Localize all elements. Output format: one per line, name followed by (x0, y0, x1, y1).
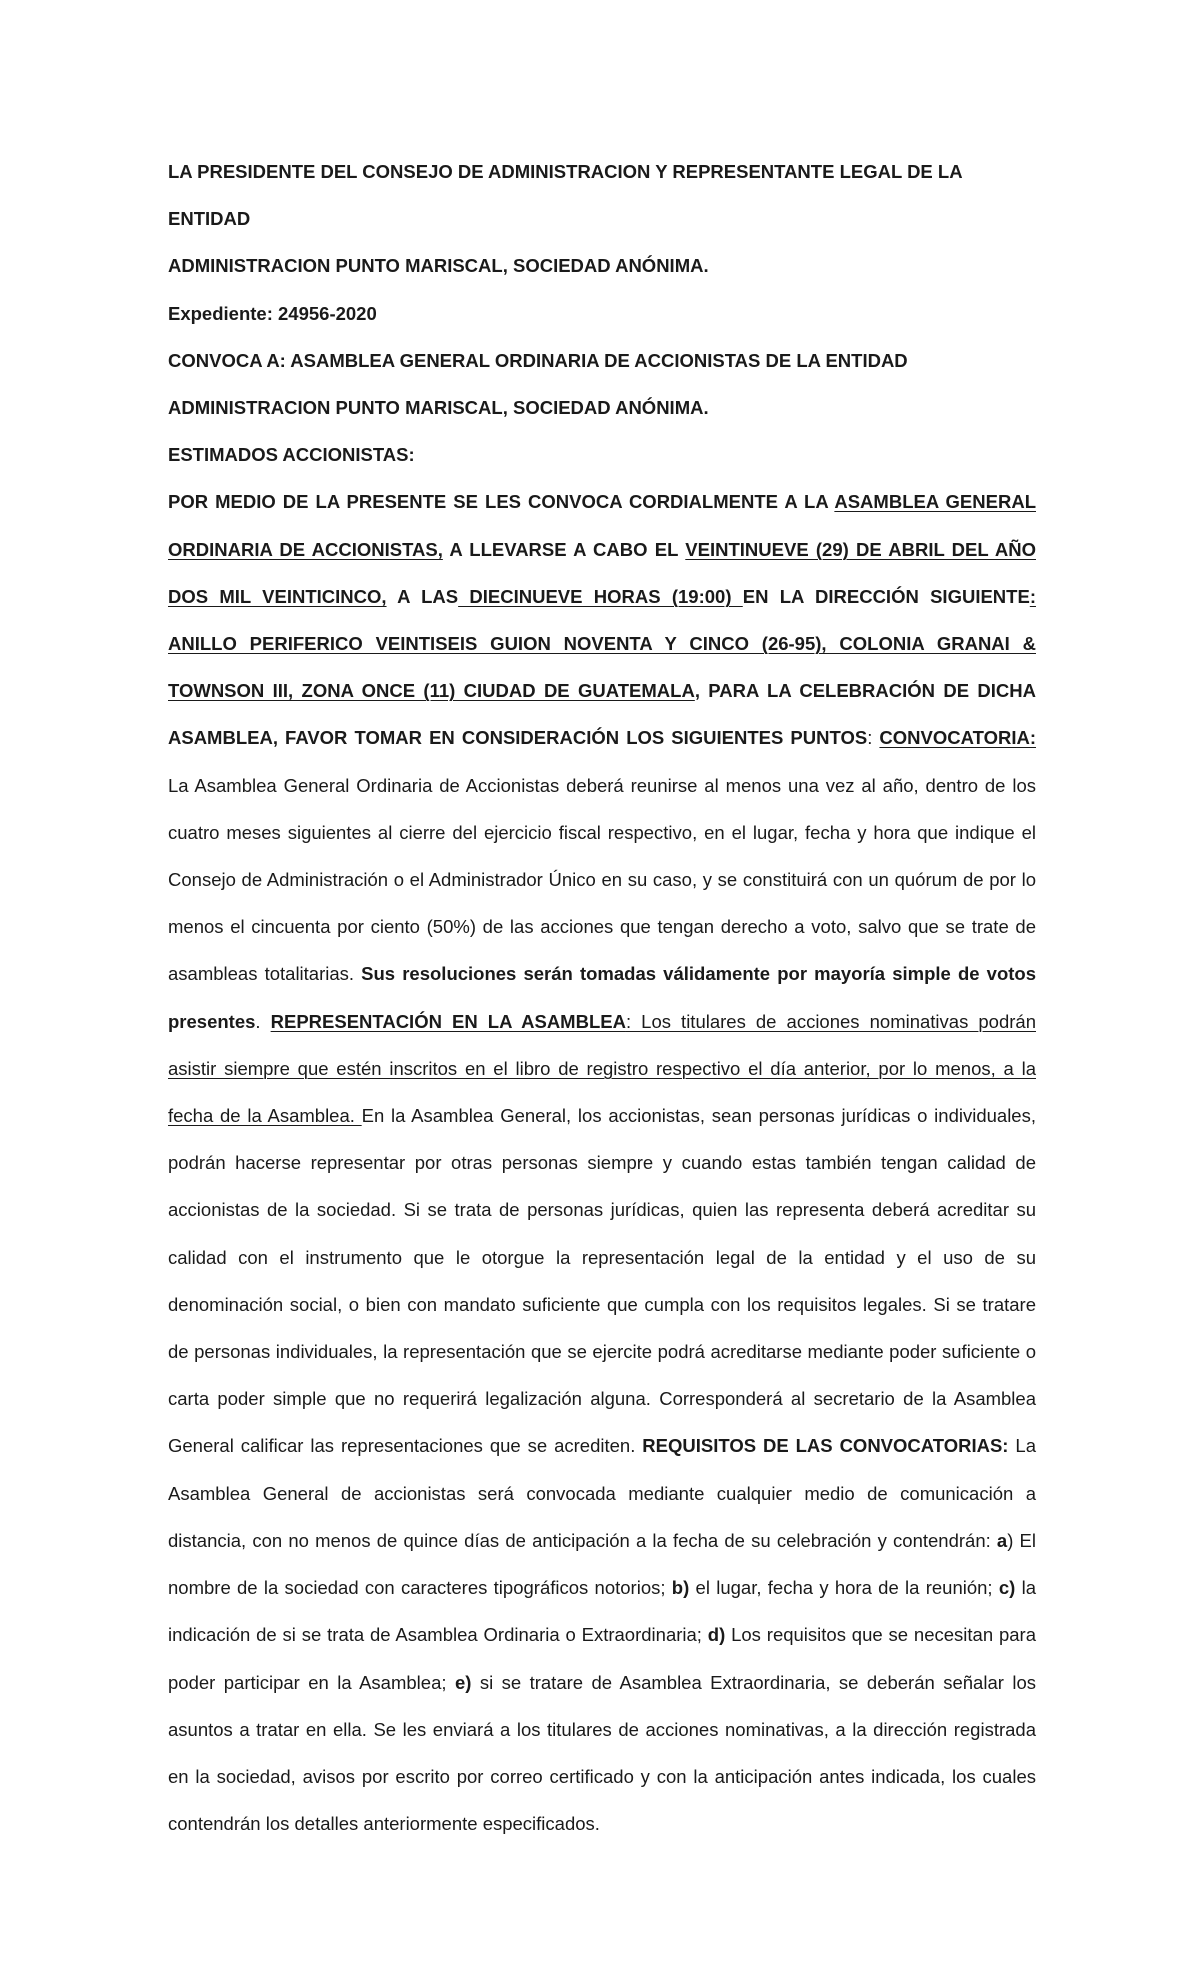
body-text: la indicación de si se trata de Asamblea Ordinaria o Extraordinaria; (168, 1577, 1036, 1646)
body-bold-underline: : ANILLO PERIFERICO VEINTISEIS GUION NOVENTA Y CINCO (26-95), COLONIA GRANAI & TOWNSON III, ZONA ONCE (11) CIUDAD DE GUATEMALA (168, 585, 1036, 702)
convoca-line-2 (168, 384, 1036, 431)
convoca-text: ADMINISTRACION PUNTO MARISCAL, SOCIEDAD ANÓNIMA. (168, 397, 709, 419)
body-underline: : Los titulares de acciones nominativas podrán asistir siempre que estén inscritos en el libro de registro respectivo el día anterior, por lo menos, a la fecha de la Asamblea. (168, 1010, 1036, 1127)
body-bold: d) (707, 1624, 726, 1646)
body-text: En la Asamblea General, los accionistas, sean personas jurídicas o individuales, podrán hacerse representar por otras personas siempre y cuando estas también tengan calidad de accionistas de la sociedad. Si se trata de personas jurídicas, quien las representa deberá acreditar su calidad con el instrumento que le otorgue la representación legal de la entidad y el uso de su denominación social, o bien con mandato suficiente que cumpla con los requisitos legales. Si se tratare de personas individuales, la representación que se ejercite podrá acreditarse mediante poder suficiente o carta poder simple que no requerirá legalización alguna. Corresponderá al secretario de la Asamblea General calificar las representaciones que se acrediten. (168, 1105, 1036, 1457)
body-bold-underline: REPRESENTACIÓN EN LA ASAMBLEA (270, 1010, 626, 1032)
body-bold: a (996, 1529, 1008, 1551)
body-bold: , PARA LA CELEBRACIÓN DE DICHA ASAMBLEA, FAVOR TOMAR EN CONSIDERACIÓN LOS SIGUIENTES PUNTOS (168, 680, 1037, 749)
body-bold-underline: ASAMBLEA GENERAL ORDINARIA DE ACCIONISTAS, (168, 491, 1036, 560)
heading-line-1 (168, 148, 1036, 242)
body-bold-underline: DIECINUEVE HORAS (19:00) (458, 585, 743, 607)
body-bold-underline: CONVOCATORIA: (879, 727, 1036, 749)
body-bold: A LLEVARSE A CABO EL (442, 538, 686, 560)
body-bold: c) (998, 1577, 1016, 1599)
convoca-line-1 (168, 337, 1036, 384)
body-bold: A LAS (386, 585, 459, 607)
body-bold: EN LA DIRECCIÓN SIGUIENTE (742, 585, 1030, 607)
expediente-line (168, 290, 1036, 337)
saludo-line (168, 431, 1036, 478)
heading-line-2 (168, 242, 1036, 289)
saludo-text: ESTIMADOS ACCIONISTAS: (168, 444, 415, 466)
body-paragraph (168, 478, 1036, 1847)
body-text: La Asamblea General de accionistas será convocada mediante cualquier medio de comunicación a distancia, con no menos de quince días de anticipación a la fecha de su celebración y contendrán: (168, 1435, 1036, 1551)
body-bold: REQUISITOS DE LAS CONVOCATORIAS: (642, 1435, 1009, 1457)
body-bold: Sus resoluciones serán tomadas válidamente por mayoría simple de votos presentes (168, 963, 1036, 1032)
body-bold: e) (454, 1671, 472, 1693)
heading-text: LA PRESIDENTE DEL CONSEJO DE ADMINISTRACION Y REPRESENTANTE LEGAL DE LA ENTIDAD (168, 161, 962, 230)
body-text: . (255, 1010, 271, 1032)
body-bold: POR MEDIO DE LA PRESENTE SE LES CONVOCA CORDIALMENTE A LA (168, 491, 835, 513)
body-bold-underline: VEINTINUEVE (29) DE ABRIL DEL AÑO DOS MIL VEINTICINCO, (168, 538, 1036, 607)
body-text: La Asamblea General Ordinaria de Accionistas deberá reunirse al menos una vez al año, dentro de los cuatro meses siguientes al cierre del ejercicio fiscal respectivo, en el lugar, fecha y hora que indique el Consejo de Administración o el Administrador Único en su caso, y se constituirá con un quórum de por lo menos el cincuenta por ciento (50%) de las acciones que tengan derecho a voto, salvo que se trate de asambleas totalitarias. (168, 774, 1036, 985)
document-page (168, 148, 1036, 1847)
body-bold: b) (671, 1577, 690, 1599)
body-text: ) El nombre de la sociedad con caracteres tipográficos notorios; (168, 1529, 1036, 1599)
body-text: : (867, 727, 880, 749)
body-text: el lugar, fecha y hora de la reunión; (689, 1577, 999, 1599)
expediente-text: Expediente: 24956-2020 (168, 302, 377, 324)
body-text: Los requisitos que se necesitan para poder participar en la Asamblea; (168, 1624, 1036, 1693)
body-text: si se tratare de Asamblea Extraordinaria, se deberán señalar los asuntos a tratar en ella. Se les enviará a los titulares de acciones nominativas, a la dirección registrada en la sociedad, avisos por escrito por correo certificado y con la anticipación antes indicada, los cuales contendrán los detalles anteriormente especificados. (168, 1671, 1036, 1835)
convoca-text: CONVOCA A: ASAMBLEA GENERAL ORDINARIA DE ACCIONISTAS DE LA ENTIDAD (168, 349, 908, 371)
heading-text: ADMINISTRACION PUNTO MARISCAL, SOCIEDAD ANÓNIMA. (168, 255, 709, 277)
